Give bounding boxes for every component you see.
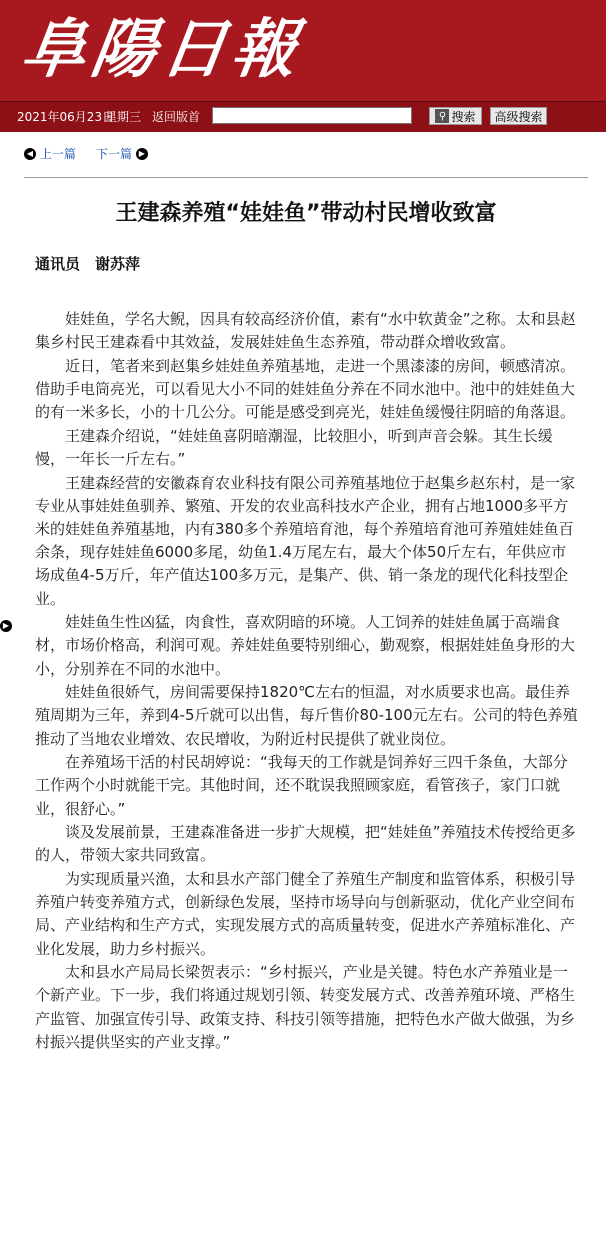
next-article-link[interactable] xyxy=(96,145,148,162)
back-to-front-page-link[interactable]: 返回版首 xyxy=(152,110,201,124)
article-byline: 通讯员 谢苏萍 xyxy=(35,255,141,273)
search-button[interactable] xyxy=(429,107,482,125)
article-paragraph: 娃娃鱼，学名大鲵，因具有较高经济价值，素有“水中软黄金”之称。太和县赵集乡村民王建森看中其效益，发展娃娃鱼生态养殖，带动群众增收致富。 xyxy=(35,310,576,352)
article-body xyxy=(35,308,581,1054)
side-arrow-icon[interactable]: ▶ xyxy=(0,620,12,632)
next-article-label[interactable]: 下一篇 xyxy=(96,147,133,161)
arrow-left-icon: ◀ xyxy=(24,148,36,160)
masthead xyxy=(0,0,606,101)
advanced-search-button[interactable]: 高级搜索 xyxy=(490,107,547,125)
newspaper-logo: 阜陽日報 xyxy=(16,12,308,87)
divider xyxy=(24,177,588,178)
arrow-right-icon: ▶ xyxy=(136,148,148,160)
article-paragraph: 王建森介绍说，“娃娃鱼喜阴暗潮湿，比较胆小，听到声音会躲。其生长缓慢，一年长一斤左右。” xyxy=(35,426,553,468)
article-paragraph: 在养殖场干活的村民胡婷说：“我每天的工作就是饲养好三四千条鱼，大部分工作两个小时就能干完。其他时间，还不耽误我照顾家庭，看管孩子，家门口就业，很舒心。” xyxy=(35,753,568,818)
article-paragraph: 为实现质量兴渔，太和县水产部门健全了养殖生产制度和监管体系，积极引导养殖户转变养殖方式，创新绿色发展，坚持市场导向与创新驱动，优化产业空间布局、产业结构和生产方式，实现发展方式的高质量转变，促进水产养殖标准化、产业化发展，助力乡村振兴。 xyxy=(35,870,576,958)
article-paragraph: 谈及发展前景，王建森准备进一步扩大规模，把“娃娃鱼”养殖技术传授给更多的人，带领大家共同致富。 xyxy=(35,823,576,865)
prev-article-label[interactable]: 上一篇 xyxy=(39,147,76,161)
search-button-label: 搜索 xyxy=(451,109,476,124)
article-paragraph: 王建森经营的安徽森育农业科技有限公司养殖基地位于赵集乡赵东村，是一家专业从事娃娃鱼驯养、繁殖、开发的农业高科技水产企业，拥有占地1000多平方米的娃娃鱼养殖基地，内有380多个养殖培育池，每个养殖培育池可养殖娃娃鱼百余条，现存娃娃鱼6000多尾，幼鱼1.4万尾左右，最大个体50斤左右，年供应市场成鱼4-5万斤，年产值达100多万元，是集产、供、销一条龙的现代化科技型企业。 xyxy=(35,473,576,608)
article-paragraph: 娃娃鱼很娇气，房间需要保持1820℃左右的恒温，对水质要求也高。最佳养殖周期为三年，养到4-5斤就可以出售，每斤售价80-100元左右。公司的特色养殖推动了当地农业增效、农民增收，为附近村民提供了就业岗位。 xyxy=(35,683,578,748)
article-paragraph: 娃娃鱼生性凶猛，肉食性，喜欢阴暗的环境。人工饲养的娃娃鱼属于高端食材，市场价格高，利润可观。养娃娃鱼要特别细心，勤观察，根据娃娃鱼身形的大小，分别养在不同的水池中。 xyxy=(35,613,576,678)
issue-weekday: 星期三 xyxy=(105,110,142,124)
search-input[interactable] xyxy=(212,107,412,124)
article-title: 王建森养殖“娃娃鱼”带动村民增收致富 xyxy=(115,201,497,226)
article-paragraph: 太和县水产局局长梁贺表示：“乡村振兴，产业是关键。特色水产养殖业是一个新产业。下一步，我们将通过规划引领、转变发展方式、改善养殖环境、严格生产监管、加强宣传引导、政策支持、科技引领等措施，把特色水产做大做强，为乡村振兴提供坚实的产业支撑。” xyxy=(35,963,576,1051)
article-paragraph: 近日，笔者来到赵集乡娃娃鱼养殖基地，走进一个黑漆漆的房间，顿感清凉。借助手电筒亮光，可以看见大小不同的娃娃鱼分养在不同水池中。池中的娃娃鱼大的有一米多长，小的十几公分。可能是感受到亮光，娃娃鱼缓慢往阴暗的角落退。 xyxy=(35,356,576,422)
issue-date: 2021年06月23日 xyxy=(17,110,115,124)
search-icon: ⚲ xyxy=(435,109,449,123)
prev-article-link[interactable] xyxy=(24,145,76,162)
